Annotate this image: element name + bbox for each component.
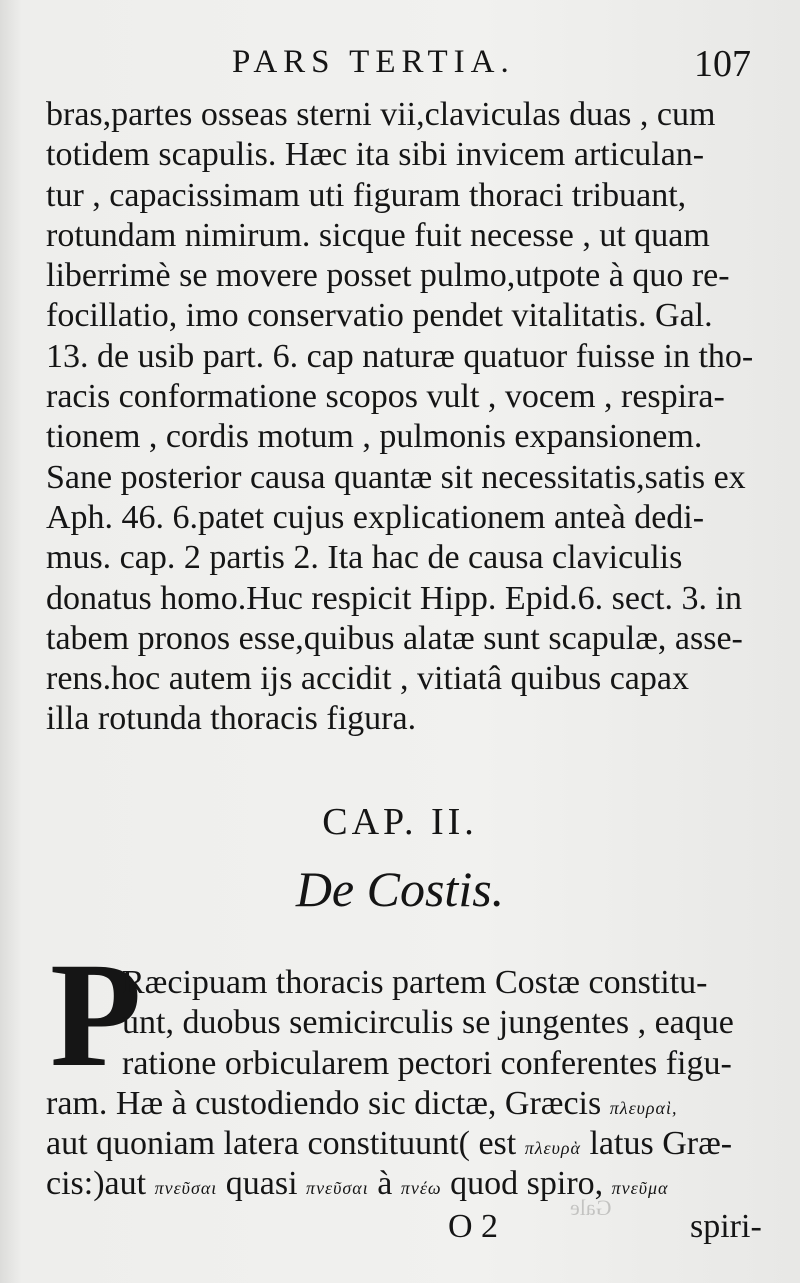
text-line: rens.hoc autem ijs accidit , vitiatâ quibus capax	[46, 660, 689, 698]
show-through-text: Gale	[570, 1195, 612, 1220]
text-line: illa rotunda thoracis figura.	[46, 700, 417, 738]
text-line: bras,partes osseas sterni vii,claviculas duas , cum	[46, 96, 716, 133]
greek-word: πλευρὰ	[524, 1138, 581, 1159]
text-span: aut quoniam latera constituunt( est	[46, 1125, 517, 1163]
text-line: rotundam nimirum. sicque fuit necesse , ut quam	[46, 216, 710, 254]
chapter-subject: De Costis.	[295, 861, 505, 917]
chapter-heading: CAP. II.	[322, 801, 478, 843]
text-line	[46, 1083, 758, 1123]
text-line	[46, 1163, 758, 1203]
page-number: 107	[694, 43, 751, 85]
paragraph-costis	[46, 932, 758, 1204]
page-footer	[0, 1208, 800, 1253]
text-line: totidem scapulis. Hæc ita sibi invicem articulan-	[46, 136, 705, 174]
page-header	[0, 40, 800, 90]
text-line: donatus homo.Huc respicit Hipp. Epid.6. sect. 3. in	[46, 579, 742, 617]
text-line: Aph. 46. 6.patet cujus explicationem anteà dedi-	[46, 498, 705, 536]
text-line	[46, 1123, 758, 1163]
text-span: ram. Hæ à custodiendo sic dictæ, Græcis	[46, 1084, 602, 1122]
greek-word: πνεῦμα	[611, 1178, 669, 1199]
signature-mark: O 2	[448, 1208, 499, 1245]
greek-word: πνέω	[400, 1178, 442, 1199]
greek-word: πνεῦσαι	[306, 1178, 369, 1199]
greek-word: πνεῦσαι	[154, 1178, 218, 1199]
drop-cap: P	[50, 932, 142, 1098]
paragraph-continued	[46, 95, 758, 740]
text-line: 13. de usib part. 6. cap naturæ quatuor fuisse in tho-	[46, 337, 754, 375]
text-span: quod spiro,	[450, 1165, 604, 1203]
catchword: spiri-	[690, 1208, 762, 1245]
text-span: cis:)aut	[46, 1165, 147, 1203]
text-line: focillatio, imo conservatio pendet vitalitatis. Gal.	[46, 297, 713, 335]
text-line: tur , capacissimam uti figuram thoraci tribuant,	[46, 176, 687, 214]
text-line: ratione orbicularem pectori conferentes figu-	[122, 1044, 732, 1082]
text-line: mus. cap. 2 partis 2. Ita hac de causa claviculis	[46, 539, 683, 577]
greek-word: πλευραὶ,	[609, 1097, 678, 1118]
text-line: Ræcipuam thoracis partem Costæ constitu-	[122, 964, 708, 1001]
text-line: Sane posterior causa quantæ sit necessitatis,satis ex	[46, 458, 746, 496]
running-head: PARS TERTIA.	[232, 44, 515, 80]
text-span: latus Græ-	[589, 1125, 733, 1163]
text-span: à	[377, 1165, 393, 1203]
text-line: liberrimè se movere posset pulmo,utpote à quo re-	[46, 257, 730, 295]
text-line: racis conformatione scopos vult , vocem , respira-	[46, 378, 725, 416]
text-line: tionem , cordis motum , pulmonis expansionem.	[46, 418, 703, 456]
text-line: tabem pronos esse,quibus alatæ sunt scapulæ, asse-	[46, 619, 743, 657]
text-span: quasi	[225, 1165, 298, 1203]
text-line: unt, duobus semicirculis se jungentes , eaque	[122, 1004, 734, 1042]
